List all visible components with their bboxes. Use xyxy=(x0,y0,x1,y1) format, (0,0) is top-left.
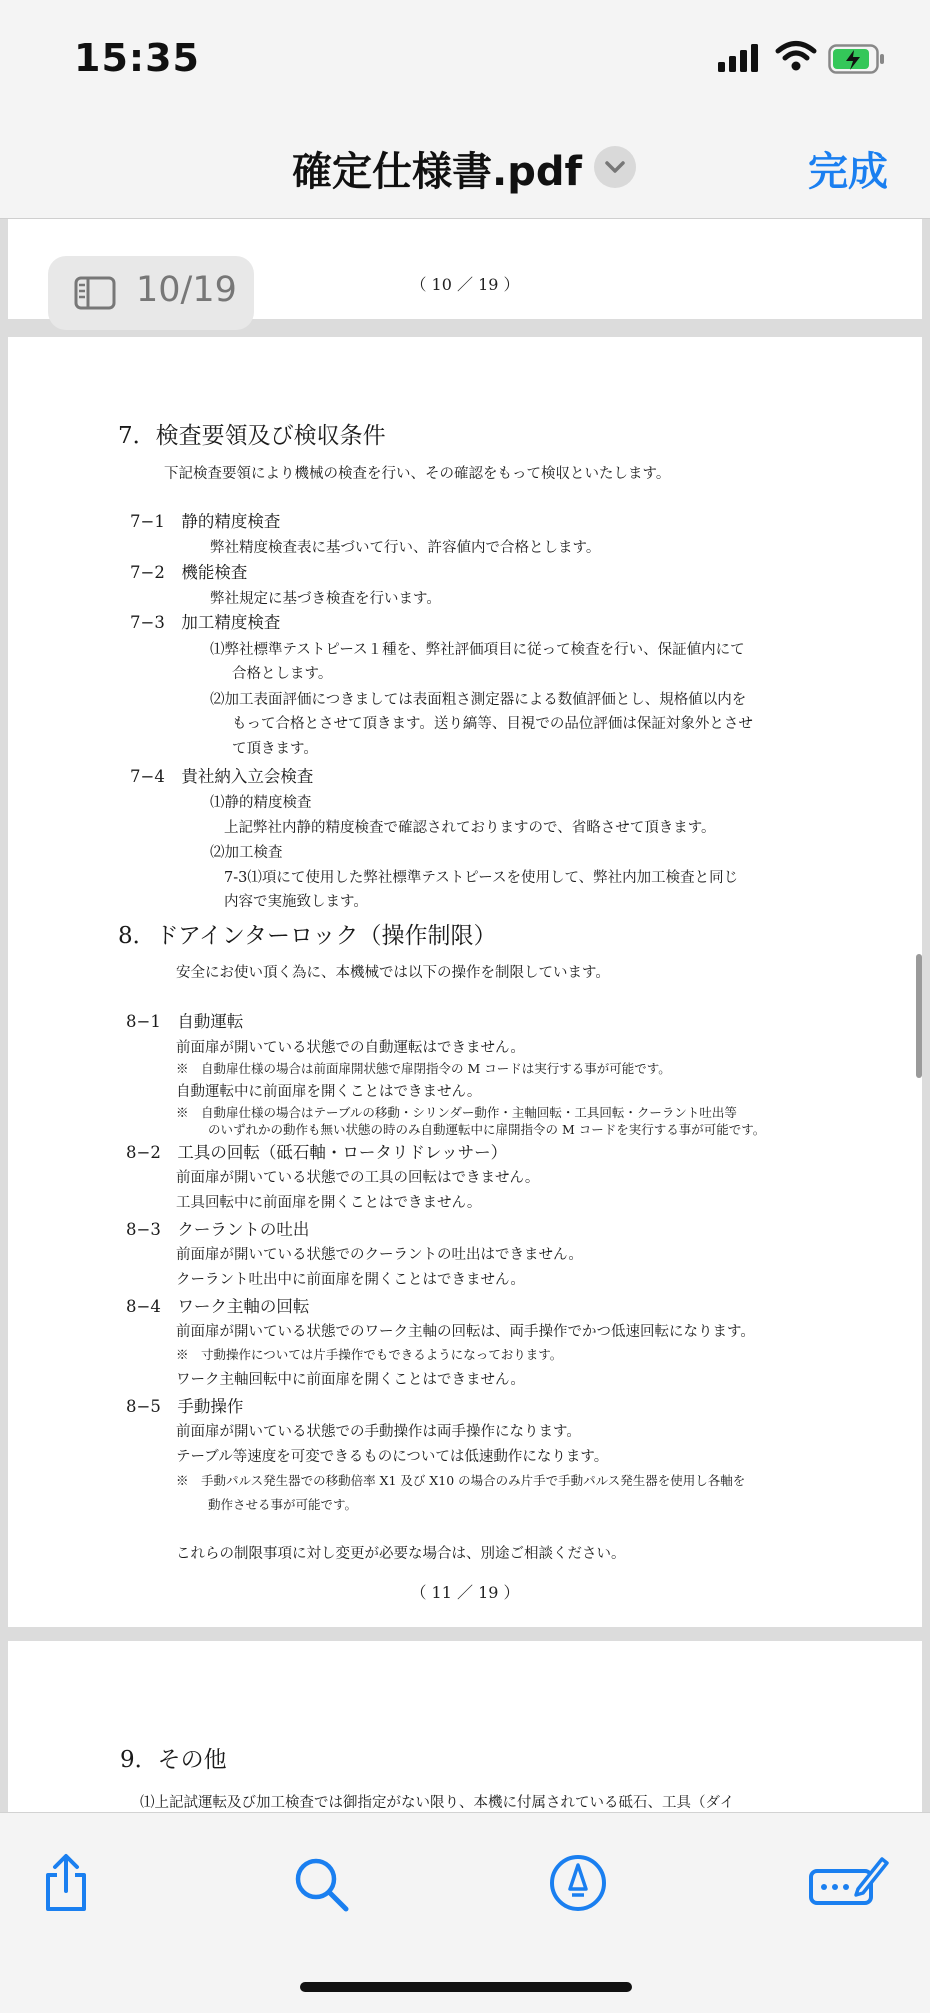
section-8-intro: 安全にお使い頂く為に、本機械では以下の操作を制限しています。 xyxy=(176,965,610,981)
status-bar xyxy=(0,0,930,118)
section-7-heading: 7．検査要領及び検収条件 xyxy=(118,423,386,449)
item-8-1-title: 8−1 自動運転 xyxy=(126,1012,244,1031)
item-7-1-body: 弊社精度検査表に基づいて行い、許容値内で合格とします。 xyxy=(210,540,601,556)
item-7-4-2c: 内容で実施致します。 xyxy=(224,894,368,910)
item-8-4-line1: 前面扉が開いている状態でのワーク主軸の回転は、両手操作でかつ低速回転になります。 xyxy=(176,1324,755,1340)
section-8-closing: これらの制限事項に対し変更が必要な場合は、別途ご相談ください。 xyxy=(176,1546,626,1562)
page-number-10: （ 10 ／ 19 ） xyxy=(410,275,520,294)
item-8-4-note: ※ 寸動操作については片手操作でもできるようになっております。 xyxy=(176,1347,563,1362)
item-7-4-title: 7−4 貴社納入立会検査 xyxy=(130,767,314,786)
wifi-icon xyxy=(776,40,816,72)
item-7-4-2: ⑵加工検査 xyxy=(210,845,283,861)
item-8-3-title: 8−3 クーラントの吐出 xyxy=(126,1220,310,1239)
share-icon[interactable] xyxy=(40,1853,92,1913)
item-7-2-title: 7−2 機能検査 xyxy=(130,563,248,582)
search-icon[interactable] xyxy=(292,1855,350,1913)
item-7-4-2b: 7-3⑴項にて使用した弊社標準テストピースを使用して、弊社内加工検査と同じ xyxy=(224,870,739,886)
markup-icon[interactable] xyxy=(548,1853,608,1913)
item-8-2-line2: 工具回転中に前面扉を開くことはできません。 xyxy=(176,1195,482,1211)
done-button[interactable]: 完成 xyxy=(808,149,888,195)
home-indicator[interactable] xyxy=(300,1982,632,1992)
item-8-1-note2a: ※ 自動扉仕様の場合はテーブルの移動・シリンダー動作・主軸回転・工具回転・クーラント吐出等 xyxy=(176,1105,737,1120)
item-8-5-title: 8−5 手動操作 xyxy=(126,1397,244,1416)
section-9-line1: ⑴上記試運転及び加工検査では御指定がない限り、本機に付属されている砥石、工具（ダイ xyxy=(140,1795,735,1811)
item-7-3-1b: 合格とします。 xyxy=(232,666,333,682)
item-7-2-body: 弊社規定に基づき検査を行います。 xyxy=(210,591,441,607)
item-8-1-note1: ※ 自動扉仕様の場合は前面扉開状態で扉閉指令の M コードは実行する事が可能です。 xyxy=(176,1061,671,1076)
item-7-3-title: 7−3 加工精度検査 xyxy=(130,613,281,632)
item-8-4-line2: ワーク主軸回転中に前面扉を開くことはできません。 xyxy=(176,1372,525,1388)
page-number-11: （ 11 ／ 19 ） xyxy=(410,1583,520,1602)
section-7-intro: 下記検査要領により機械の検査を行い、その確認をもって検収といたします。 xyxy=(164,466,671,482)
status-time: 15:35 xyxy=(74,36,200,80)
item-7-4-1b: 上記弊社内静的精度検査で確認されておりますので、省略させて頂きます。 xyxy=(224,820,716,836)
section-9-heading: 9．その他 xyxy=(120,1747,227,1773)
item-8-5-line1: 前面扉が開いている状態での手動操作は両手操作になります。 xyxy=(176,1424,581,1440)
item-8-5-note-b: 動作させる事が可能です。 xyxy=(208,1497,358,1512)
section-8-heading: 8．ドアインターロック（操作制限） xyxy=(118,923,497,949)
item-7-4-1: ⑴静的精度検査 xyxy=(210,795,312,811)
sidebar-thumbnails-icon xyxy=(74,276,116,310)
pdf-page-11 xyxy=(8,337,922,1627)
item-8-1-line1: 前面扉が開いている状態での自動運転はできません。 xyxy=(176,1040,525,1056)
page-indicator[interactable] xyxy=(48,256,254,330)
pdf-viewer[interactable] xyxy=(0,219,930,1812)
item-8-5-line2: テーブル等速度を可変できるものについては低速動作になります。 xyxy=(176,1449,609,1465)
item-8-4-title: 8−4 ワーク主軸の回転 xyxy=(126,1297,310,1316)
document-title[interactable]: 確定仕様書.pdf xyxy=(292,149,582,195)
item-8-1-line2: 自動運転中に前面扉を開くことはできません。 xyxy=(176,1084,482,1100)
nav-bar xyxy=(0,118,930,219)
vertical-scrollbar[interactable] xyxy=(916,954,922,1078)
item-7-3-2c: て頂きます。 xyxy=(232,741,318,757)
item-7-3-2b: もって合格とさせて頂きます。送り縞等、目視での品位評価は保証対象外とさせ xyxy=(232,716,753,732)
chevron-down-icon xyxy=(594,146,636,188)
title-menu-button[interactable] xyxy=(594,146,636,188)
item-8-2-line1: 前面扉が開いている状態での工具の回転はできません。 xyxy=(176,1170,540,1186)
form-fill-icon[interactable] xyxy=(808,1853,888,1909)
signal-icon xyxy=(718,44,762,72)
page-indicator-label: 10/19 xyxy=(136,270,237,310)
battery-charging-icon xyxy=(828,44,886,74)
item-8-3-line1: 前面扉が開いている状態でのクーラントの吐出はできません。 xyxy=(176,1247,583,1263)
item-7-1-title: 7−1 静的精度検査 xyxy=(130,512,281,531)
item-8-5-note-a: ※ 手動パルス発生器での移動倍率 X1 及び X10 の場合のみ片手で手動パルス発生器を使用し各軸を xyxy=(176,1473,746,1488)
item-8-2-title: 8−2 工具の回転（砥石軸・ロータリドレッサー） xyxy=(126,1143,508,1162)
item-7-3-1a: ⑴弊社標準テストピース１種を、弊社評価項目に従って検査を行い、保証値内にて xyxy=(210,642,745,658)
item-7-3-2a: ⑵加工表面評価につきましては表面粗さ測定器による数値評価とし、規格値以内を xyxy=(210,692,747,708)
item-8-3-line2: クーラント吐出中に前面扉を開くことはできません。 xyxy=(176,1272,525,1288)
item-8-1-note2b: のいずれかの動作も無い状態の時のみ自動運転中に扉開指令の M コードを実行する事が可能です。 xyxy=(208,1122,766,1137)
